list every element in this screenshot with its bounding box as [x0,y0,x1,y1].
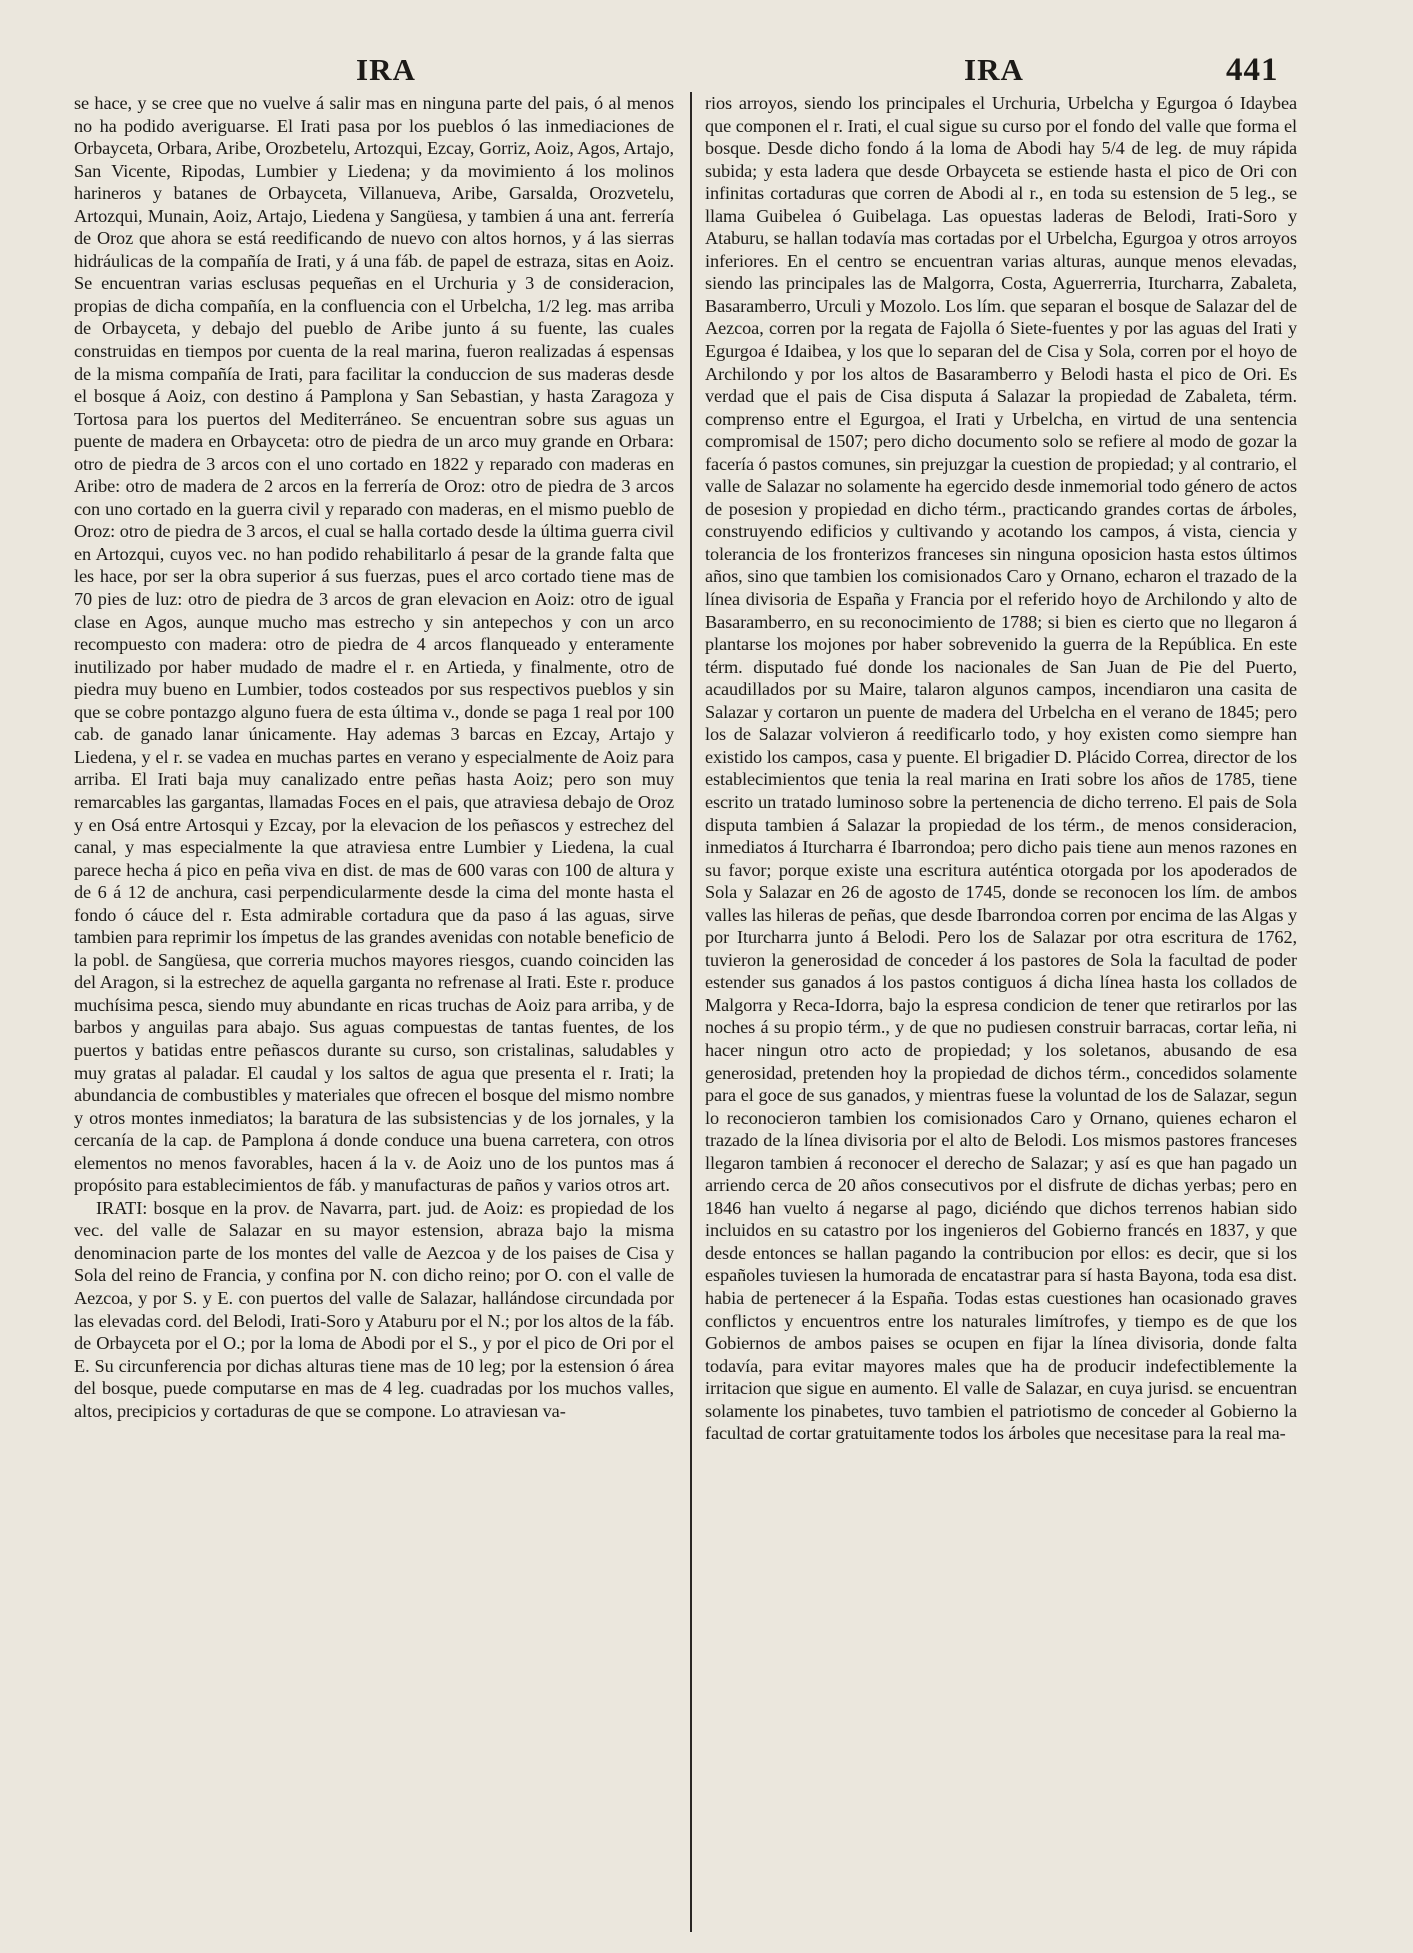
paragraph-irati-entry: IRATI: bosque en la prov. de Navarra, part. jud. de Aoiz: es propiedad de los vec. del valle de Salazar en su mayor estension, abraza bajo la misma denominacion parte de los montes del valle de Aezcoa y de los paises de Cisa y Sola del reino de Francia, y confina por N. con dicho reino; por O. con el valle de Aezcoa, y por S. y E. con puertos del valle de Salazar, hallándose circundada por las elevadas cord. del Belodi, Irati-Soro y Ataburu por el N.; por los altos de la fáb. de Orbayceta por el O.; por la loma de Abodi por el S., y por el pico de Ori por el E. Su circunferencia por dichas alturas tiene mas de 10 leg; por la estension ó área del bosque, puede computarse en mas de 4 leg. cuadradas por los muchos valles, altos, precipicios y cortaduras de que se compone. Lo atraviesan va- [74,1197,674,1421]
paragraph-ira-continuation: se hace, y se cree que no vuelve á salir mas en ninguna parte del pais, ó al menos no ha podido averiguarse. El Irati pasa por los pueblos ó las inmediaciones de Orbayceta, Orbara, Aribe, Orozbetelu, Artozqui, Ezcay, Gorriz, Aoiz, Agos, Artajo, San Vicente, Ripodas, Lumbier y Liedena; y da movimiento á los molinos harineros y batanes de Orbayceta, Villanueva, Aribe, Garsalda, Orozvetelu, Artozqui, Munain, Aoiz, Artajo, Liedena y Sangüesa, y tambien á una ant. ferrería de Oroz que ahora se está reedificando de nuevo con altos hornos, y á las sierras hidráulicas de la compañía de Irati, y á una fáb. de papel de estraza, sitas en Aoiz. Se encuentran varias esclusas pequeñas en el Urchuria y 3 de consideracion, propias de dicha compañía, en la confluencia con el Urbelcha, 1/2 leg. mas arriba de Orbayceta, y debajo del pueblo de Aribe junto á su fuente, las cuales construidas en tiempos por cuenta de la real marina, fueron realizadas á espensas de la misma compañía de Irati, para facilitar la conduccion de sus maderas desde el bosque á Aoiz, con destino á Pamplona y San Sebastian, y hasta Zaragoza y Tortosa para los puertos del Mediterráneo. Se encuentran sobre sus aguas un puente de madera en Orbayceta: otro de piedra de un arco muy grande en Orbara: otro de piedra de 3 arcos con el uno cortado en 1822 y reparado con maderas en Aribe: otro de madera de 2 arcos en la ferrería de Oroz: otro de piedra de 3 arcos con uno cortado en la guerra civil y reparado con maderas, en el mismo pueblo de Oroz: otro de piedra de 3 arcos, el cual se halla cortado desde la última guerra civil en Artozqui, cuyos vec. no han podido rehabilitarlo á pesar de la grande falta que les hace, por ser la obra superior á sus fuerzas, pues el arco cortado tiene mas de 70 pies de luz: otro de piedra de 3 arcos de gran elevacion en Aoiz: otro de igual clase en Agos, aunque mucho mas estrecho y sin antepechos y con un arco recompuesto con madera: otro de piedra de 4 arcos flanqueado y enteramente inutilizado por haber mudado de madre el r. en Artieda, y finalmente, otro de piedra muy bueno en Lumbier, todos costeados por sus respectivos pueblos y sin que se cobre pontazgo alguno fuera de esta última v., donde se paga 1 real por 100 cab. de ganado lanar únicamente. Hay ademas 3 barcas en Ezcay, Artajo y Liedena, y el r. se vadea en muchas partes en verano y especialmente de Aoiz para arriba. El Irati baja muy canalizado entre peñas hasta Aoiz; pero son muy remarcables las gargantas, llamadas Foces en el pais, que atraviesa debajo de Oroz y en Osá entre Artosqui y Ezcay, por la elevacion de los peñascos y estrechez del canal, y mas especialmente la que atraviesa entre Lumbier y Liedena, la cual parece hecha á pico en peña viva en dist. de mas de 600 varas con 100 de altura y de 6 á 12 de anchura, casi perpendicularmente desde la cima del monte hasta el fondo ó cáuce del r. Esta admirable cortadura que da paso á las aguas, sirve tambien para reprimir los ímpetus de las grandes avenidas con notable beneficio de la pobl. de Sangüesa, que correria muchos mayores riesgos, cuando coinciden las del Aragon, si la estrechez de aquella garganta no refrenase al Irati. Este r. produce muchísima pesca, siendo muy abundante en ricas truchas de Aoiz para arriba, y de barbos y anguilas para abajo. Sus aguas compuestas de tantas fuentes, de los puertos y batidas entre peñascos durante su curso, son cristalinas, saludables y muy gratas al paladar. El caudal y los saltos de agua que presenta el r. Irati; la abundancia de combustibles y materiales que ofrecen el bosque del mismo nombre y otros montes inmediatos; la baratura de las subsistencias y de los jornales, y la cercanía de la cap. de Pamplona á donde conduce una buena carretera, con otros elementos no menos favorables, hacen á la v. de Aoiz uno de los puntos mas á propósito para establecimientos de fáb. y manufacturas de paños y varios otros art. [74,93,674,1196]
page-number: 441 [1226,52,1279,88]
paragraph-irati-continuation: rios arroyos, siendo los principales el Urchuria, Urbelcha y Egurgoa ó Idaybea que componen el r. Irati, el cual sigue su curso por el fondo del valle que forma el bosque. Desde dicho fondo á la loma de Abodi hay 5/4 de leg. de muy rápida subida; y esta ladera que desde Orbayceta se estiende hasta el pico de Ori con infinitas cortaduras que corren de Abodi al r., en toda su estension de 5 leg., se llama Guibelea ó Guibelaga. Las opuestas laderas de Belodi, Irati-Soro y Ataburu, se hallan todavía mas cortadas por el Urbelcha, Egurgoa y otros arroyos inferiores. En el centro se encuentran varias alturas, aunque menos elevadas, siendo las principales las de Malgorra, Costa, Aguerrerria, Iturcharra, Zabaleta, Basaramberro, Urculi y Mozolo. Los lím. que separan el bosque de Salazar del de Aezcoa, corren por la regata de Fajolla ó Siete-fuentes y por las aguas del Irati y Egurgoa é Idaibea, y los que lo separan del de Cisa y Sola, corren por el hoyo de Archilondo y por los altos de Basaramberro y Belodi hasta el pico de Ori. Es verdad que el pais de Cisa disputa á Salazar la propiedad de Zabaleta, térm. comprenso entre el Egurgoa, el Irati y Urbelcha, en virtud de una sentencia compromisal de 1507; pero dicho documento solo se refiere al modo de gozar la facería ó pastos comunes, sin prejuzgar la cuestion de propiedad; y al contrario, el valle de Salazar no solamente ha egercido desde inmemorial todo género de actos de posesion y propiedad en dicho térm., practicando grandes cortas de árboles, construyendo edificios y cultivando y acotando los campos, á vista, ciencia y tolerancia de los fronterizos franceses sin ninguna oposicion hasta estos últimos años, sino que tambien los comisionados Caro y Ornano, echaron el trazado de la línea divisoria de España y Francia por el referido hoyo de Archilondo y alto de Basaramberro, en su reconocimiento de 1788; si bien es cierto que no llegaron á plantarse los mojones por haber sobrevenido la guerra de la República. En este térm. disputado fué donde los nacionales de San Juan de Pie del Puerto, acaudillados por su Maire, talaron algunos campos, incendiaron una casita de Salazar y cortaron un puente de madera del Urbelcha en el verano de 1845; pero los de Salazar volvieron á reedificarlo todo, y hoy existen como siempre han existido los campos, casa y puente. El brigadier D. Plácido Correa, director de los establecimientos que tenia la real marina en Irati sobre los años de 1785, tiene escrito un tratado luminoso sobre la pertenencia de dicho terreno. El pais de Sola disputa tambien á Salazar la propiedad de los térm., de menos consideracion, inmediatos á Iturcharra é Ibarrondoa; pero dicho pais tiene aun menos razones en su favor; porque existe una escritura auténtica otorgada por los apoderados de Sola y Salazar en 26 de agosto de 1745, donde se reconocen los lím. de ambos valles las hileras de peñas, que desde Ibarrondoa corren por encima de las Algas y por Iturcharra junto á Belodi. Pero los de Salazar por otra escritura de 1762, tuvieron la generosidad de conceder á los pastores de Sola la facultad de poder estender sus ganados á los pastos contiguos á dicha línea hasta los collados de Malgorra y Reca-Idorra, bajo la espresa condicion de tener que retirarlos por las noches á su propio térm., y de que no pudiesen construir barracas, cortar leña, ni hacer ningun otro acto de propiedad; y los soletanos, abusando de esa generosidad, pretenden hoy la propiedad de dichos térm., concedidos solamente para el goce de sus ganados, y mientras fuese la voluntad de los de Salazar, segun lo reconocieron tambien los comisionados Caro y Ornano, quienes echaron el trazado de la línea divisoria por el alto de Belodi. Los mismos pastores franceses llegaron tambien á reconocer el derecho de Salazar; y así es que han pagado un arriendo cerca de 20 años consecutivos por el disfrute de dichas yerbas; pero en 1846 han vuelto á negarse al pago, diciéndo que dichos terrenos habian sido incluidos en su catastro por los ingenieros del Gobierno francés en 1837, y que desde entonces se hallan pagando la contribucion por ellos: es decir, que si los españoles tuviesen la humorada de encatastrar para sí hasta Bayona, toda esa dist. habia de pertenecer á la España. Todas estas cuestiones han ocasionado graves conflictos y encuentros entre los naturales limítrofes, y tiempo es de que los Gobiernos de ambos paises se ocupen en fijar la línea divisoria, donde falta todavía, para evitar mayores males que ha de producir indefectiblemente la irritacion que sigue en aumento. El valle de Salazar, en cuya jurisd. se encuentran solamente los pinabetes, tuvo tambien el patriotismo de conceder al Gobierno la facultad de cortar gratuitamente todos los árboles que necesitase para la real ma- [705,93,1297,1444]
column-divider [690,92,692,1932]
running-head-left: IRA [356,52,416,87]
running-head-right: IRA [964,52,1024,87]
right-column [705,92,1297,1445]
left-column [74,92,674,1422]
